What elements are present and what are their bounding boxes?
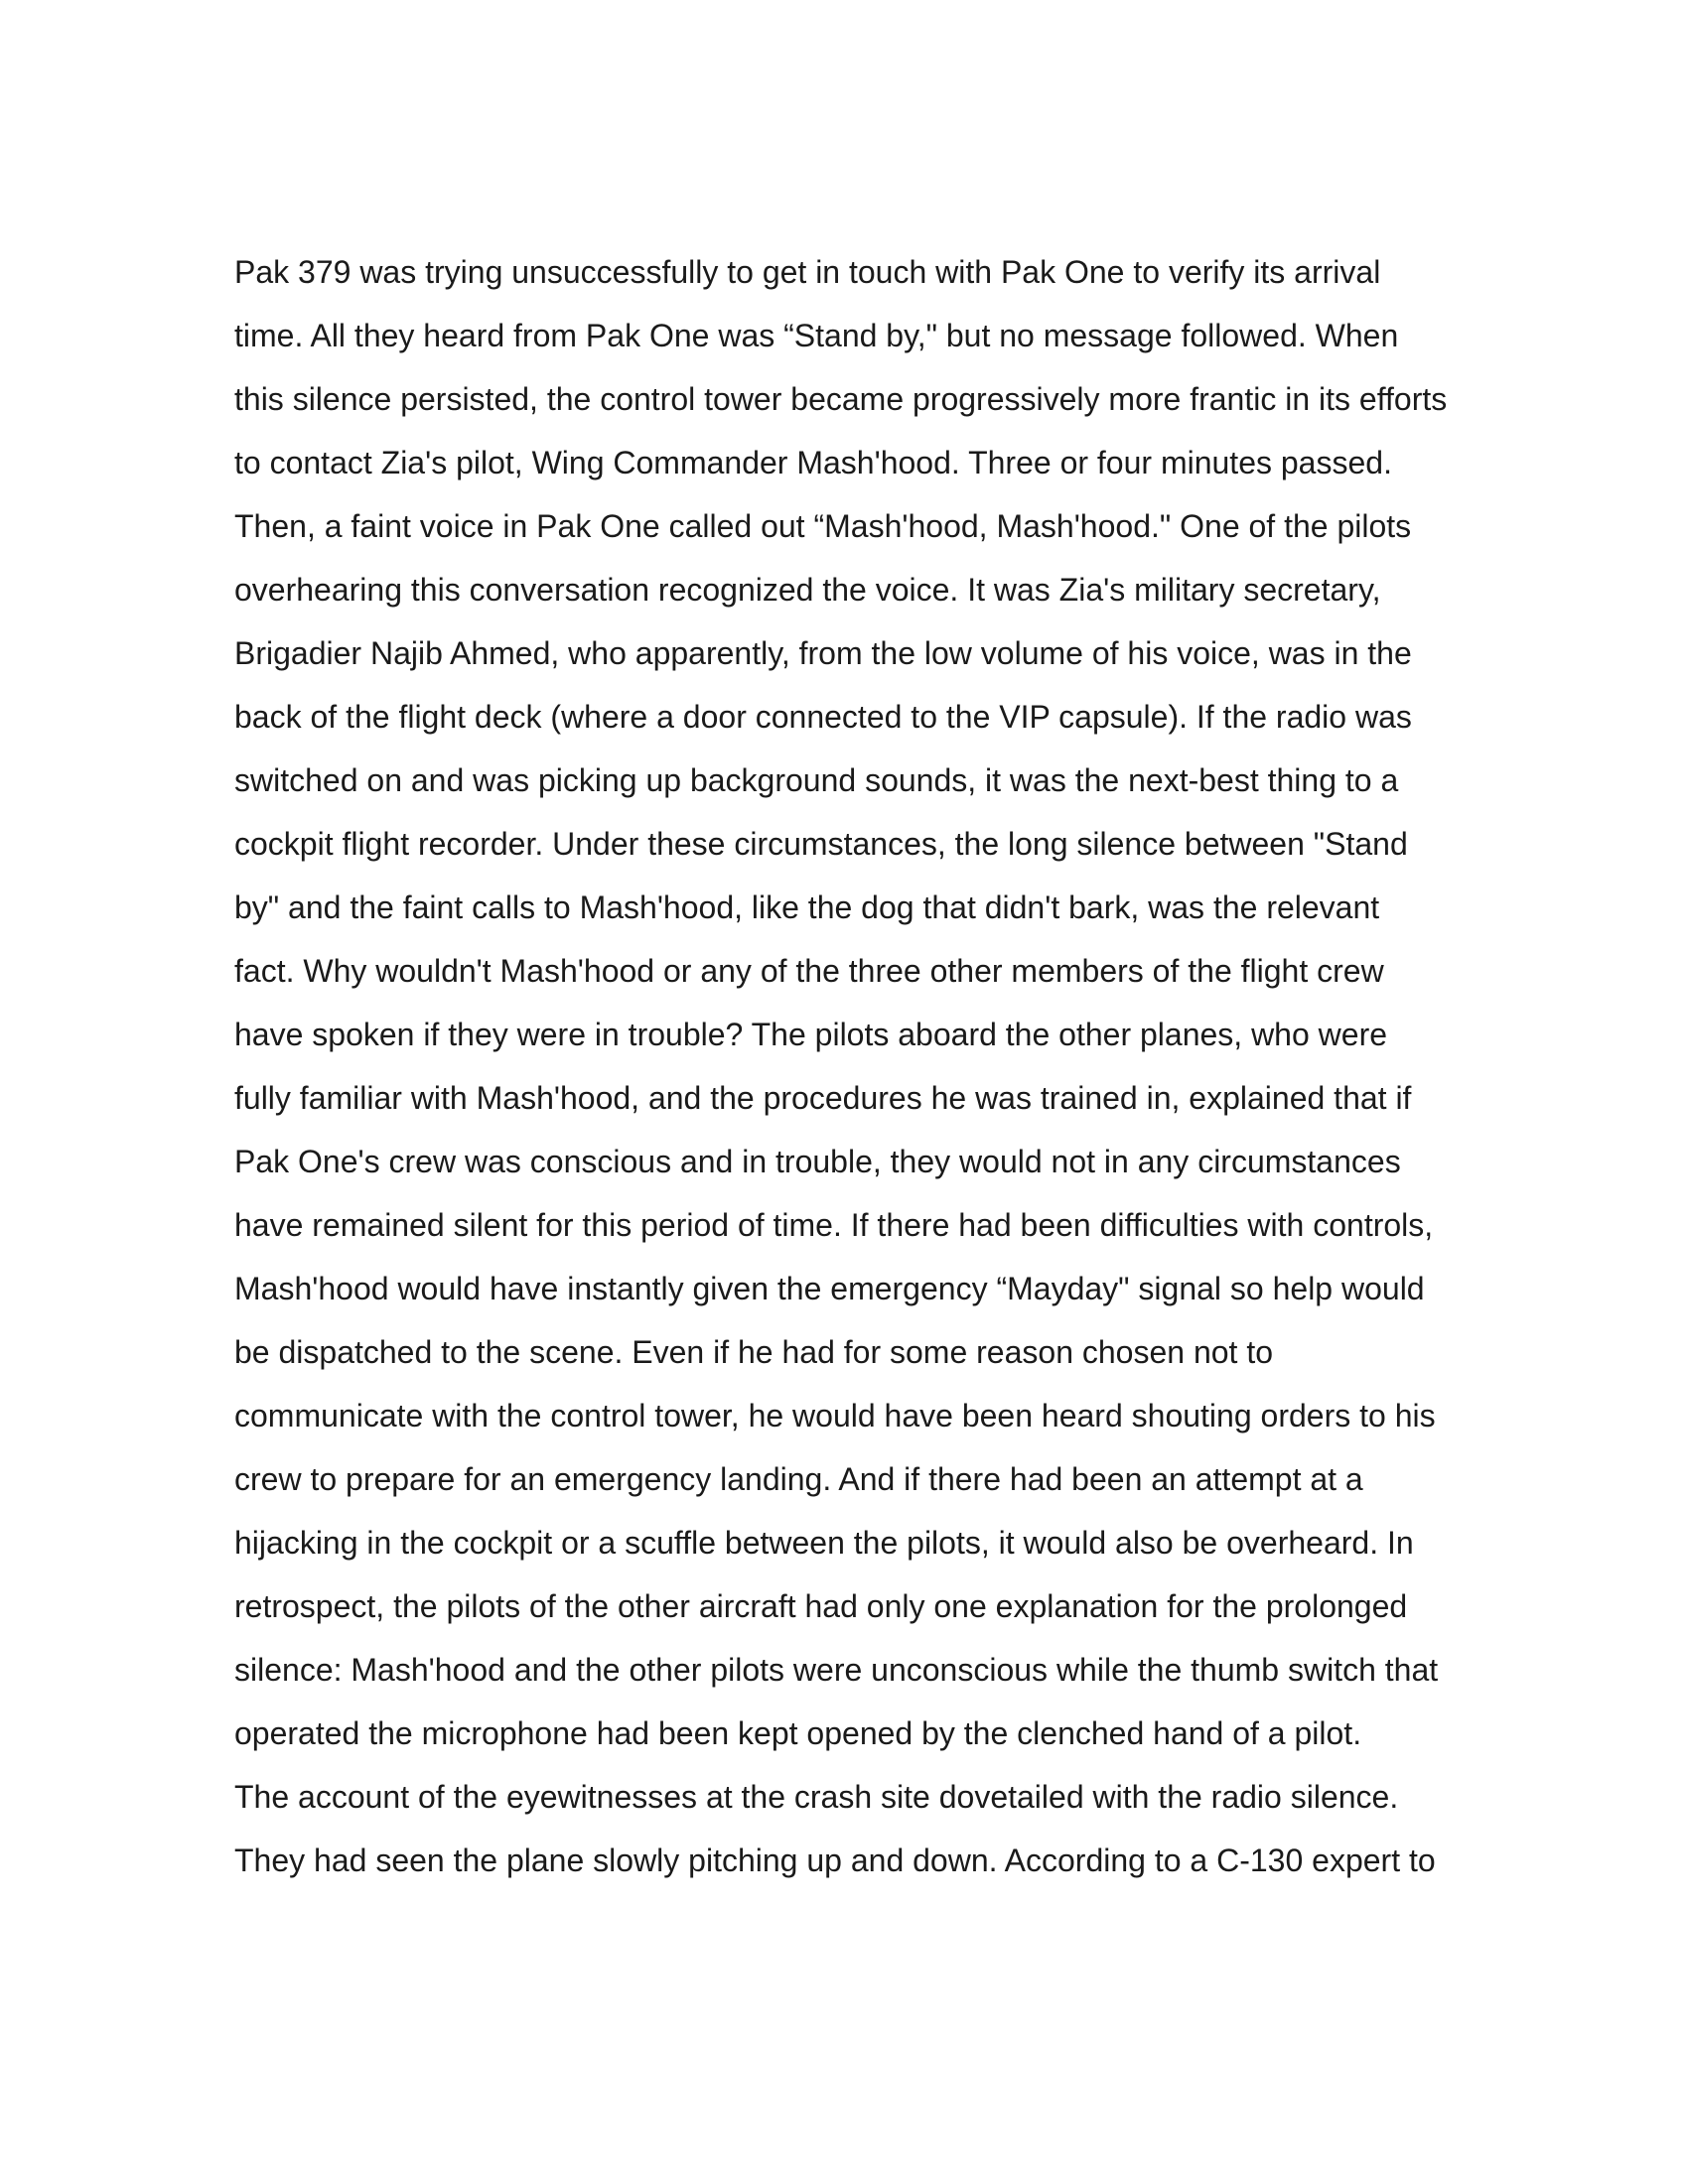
text-line: They had seen the plane slowly pitching up and down. According to a C-130 expert to: [234, 1843, 1436, 1878]
text-line: switched on and was picking up background sounds, it was the next-best thing to a: [234, 762, 1399, 798]
text-line: fully familiar with Mash'hood, and the procedures he was trained in, explained that if: [234, 1080, 1412, 1116]
text-line: cockpit flight recorder. Under these circumstances, the long silence between "Stand: [234, 826, 1408, 862]
text-line: fact. Why wouldn't Mash'hood or any of the three other members of the flight crew: [234, 953, 1384, 989]
text-line: retrospect, the pilots of the other aircraft had only one explanation for the prolonged: [234, 1588, 1408, 1624]
text-line: this silence persisted, the control tower became progressively more frantic in its efforts: [234, 381, 1448, 417]
text-line: have remained silent for this period of time. If there had been difficulties with controls,: [234, 1207, 1434, 1243]
body-text: [234, 250, 1525, 1902]
text-line: have spoken if they were in trouble? The pilots aboard the other planes, who were: [234, 1017, 1388, 1052]
text-line: to contact Zia's pilot, Wing Commander Mash'hood. Three or four minutes passed.: [234, 445, 1392, 480]
text-line: crew to prepare for an emergency landing. And if there had been an attempt at a: [234, 1461, 1363, 1497]
text-line: Mash'hood would have instantly given the emergency “Mayday" signal so help would: [234, 1271, 1425, 1306]
text-line: Then, a faint voice in Pak One called out “Mash'hood, Mash'hood." One of the pilots: [234, 508, 1412, 544]
text-line: Pak 379 was trying unsuccessfully to get in touch with Pak One to verify its arrival: [234, 254, 1381, 290]
text-line: Pak One's crew was conscious and in trouble, they would not in any circumstances: [234, 1144, 1401, 1179]
text-line: silence: Mash'hood and the other pilots were unconscious while the thumb switch that: [234, 1652, 1439, 1688]
text-line: be dispatched to the scene. Even if he had for some reason chosen not to: [234, 1334, 1274, 1370]
text-line: overhearing this conversation recognized the voice. It was Zia's military secretary,: [234, 572, 1381, 608]
text-line: by" and the faint calls to Mash'hood, like the dog that didn't bark, was the relevant: [234, 889, 1380, 925]
text-line: time. All they heard from Pak One was “Stand by," but no message followed. When: [234, 318, 1399, 353]
text-line: hijacking in the cockpit or a scuffle between the pilots, it would also be overheard. In: [234, 1525, 1414, 1561]
text-line: Brigadier Najib Ahmed, who apparently, from the low volume of his voice, was in the: [234, 635, 1412, 671]
text-line: The account of the eyewitnesses at the crash site dovetailed with the radio silence.: [234, 1779, 1399, 1815]
text-line: communicate with the control tower, he would have been heard shouting orders to his: [234, 1398, 1436, 1433]
text-line: operated the microphone had been kept opened by the clenched hand of a pilot.: [234, 1715, 1362, 1751]
text-line: back of the flight deck (where a door connected to the VIP capsule). If the radio was: [234, 699, 1412, 735]
